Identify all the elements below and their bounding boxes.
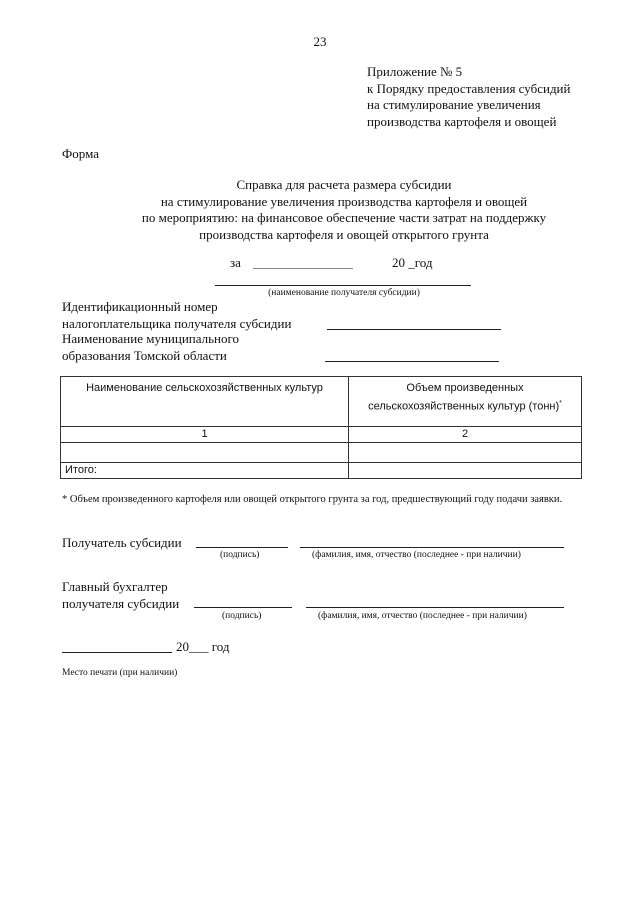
title-line: Справка для расчета размера субсидии bbox=[236, 177, 452, 192]
accountant-fio-line[interactable] bbox=[306, 607, 564, 608]
crop-volume-cell[interactable] bbox=[349, 443, 582, 463]
footnote: * Объем произведенного картофеля или овощей открытого грунта за год, предшествующий году подачи заявки. bbox=[62, 494, 563, 505]
col2-number: 2 bbox=[349, 427, 582, 443]
recipient-signature-caption: (подпись) bbox=[220, 550, 260, 560]
table-total-row bbox=[61, 463, 582, 479]
table-row bbox=[61, 427, 582, 443]
col1-number: 1 bbox=[61, 427, 349, 443]
title-line: на стимулирование увеличения производства картофеля и овощей bbox=[160, 193, 528, 209]
appendix-line: на стимулирование увеличения bbox=[367, 97, 541, 112]
accountant-fio-caption: (фамилия, имя, отчество (последнее - при наличии) bbox=[318, 611, 527, 621]
table-header-row bbox=[61, 377, 582, 427]
title-line: производства картофеля и овощей открытого грунта bbox=[199, 226, 489, 242]
accountant-signature-line[interactable] bbox=[194, 607, 292, 608]
col2-header-line bbox=[353, 396, 577, 415]
accountant-signature-caption: (подпись) bbox=[222, 611, 262, 621]
appendix-line: производства картофеля и овощей bbox=[367, 113, 557, 129]
date-year: 20___ год bbox=[176, 639, 230, 654]
title-line: по мероприятию: на финансовое обеспечение части затрат на поддержку bbox=[141, 210, 547, 225]
table-row bbox=[61, 443, 582, 463]
recipient-name-line[interactable] bbox=[215, 285, 471, 286]
recipient-signature-line[interactable] bbox=[196, 547, 288, 548]
stamp-place: Место печати (при наличии) bbox=[62, 668, 178, 678]
inn-label bbox=[62, 299, 291, 332]
crop-name-cell[interactable] bbox=[61, 443, 349, 463]
appendix-header bbox=[367, 64, 570, 130]
total-value-cell[interactable] bbox=[349, 463, 582, 479]
date-line[interactable] bbox=[62, 652, 172, 653]
municipality-label-line: образования Томской области bbox=[62, 347, 227, 363]
period-blank-line[interactable] bbox=[253, 268, 353, 269]
accountant-label-line: Главный бухгалтер bbox=[62, 579, 168, 594]
col2-header bbox=[349, 377, 582, 427]
accountant-label-line: получателя субсидии bbox=[62, 595, 180, 611]
inn-label-line: налогоплательщика получателя субсидии bbox=[62, 315, 292, 331]
municipality-label bbox=[62, 331, 239, 364]
col1-header: Наименование сельскохозяйственных культур bbox=[61, 377, 349, 427]
period-za: за bbox=[230, 255, 241, 270]
inn-line[interactable] bbox=[327, 329, 501, 330]
recipient-fio-line[interactable] bbox=[300, 547, 564, 548]
crops-table bbox=[60, 376, 582, 479]
page-number: 23 bbox=[313, 34, 327, 49]
recipient-name-caption: (наименование получателя субсидии) bbox=[268, 288, 420, 298]
municipality-label-line: Наименование муниципального bbox=[62, 331, 240, 346]
inn-label-line: Идентификационный номер bbox=[62, 299, 218, 314]
footnote-mark: * bbox=[559, 400, 562, 407]
col2-header-text: сельскохозяйственных культур (тонн) bbox=[368, 400, 560, 413]
accountant-label bbox=[62, 579, 179, 612]
appendix-line: Приложение № 5 bbox=[367, 64, 463, 79]
total-label: Итого: bbox=[61, 463, 349, 479]
col2-header-line: Объем произведенных bbox=[406, 382, 524, 394]
period-year: 20 _год bbox=[392, 255, 433, 270]
form-label: Форма bbox=[62, 146, 99, 161]
recipient-label: Получатель субсидии bbox=[62, 535, 182, 550]
recipient-fio-caption: (фамилия, имя, отчество (последнее - при наличии) bbox=[312, 550, 521, 560]
appendix-line: к Порядку предоставления субсидий bbox=[367, 80, 571, 96]
municipality-line[interactable] bbox=[325, 361, 499, 362]
document-title bbox=[0, 177, 640, 243]
